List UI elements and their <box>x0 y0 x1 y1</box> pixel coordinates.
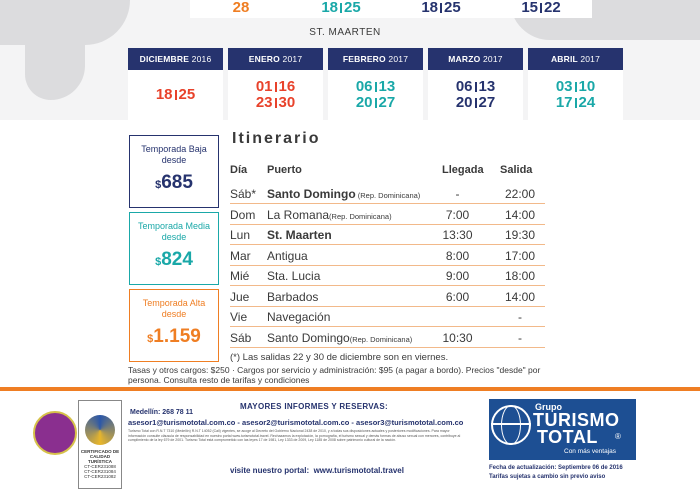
port-name: Antigua <box>267 248 308 263</box>
month-name: ABRIL <box>550 54 578 64</box>
contact-title: MAYORES INFORMES Y RESERVAS: <box>240 402 388 411</box>
month-year: 2017 <box>483 54 503 64</box>
season-price-box <box>129 212 219 285</box>
quality-certificate-logo <box>78 400 122 489</box>
spiral-icon <box>85 415 115 445</box>
departure-day: 24 <box>578 94 596 111</box>
itinerary-row <box>230 265 545 286</box>
date-separator <box>475 82 477 92</box>
season-label <box>130 144 218 166</box>
row-departure: 18:00 <box>504 269 536 283</box>
season-from: desde <box>161 232 187 242</box>
row-arrival: 7:00 <box>445 207 470 222</box>
port-name: La Romana <box>267 207 330 222</box>
colombia-travel-logo <box>33 411 77 455</box>
itinerary-title: Itinerario <box>232 130 321 147</box>
row-port <box>267 208 392 222</box>
departure-day: 06 <box>455 78 473 95</box>
price-value: 1.159 <box>153 326 201 347</box>
update-info <box>489 464 623 482</box>
brand-line-1: TURISMO <box>533 410 620 430</box>
row-port <box>267 331 412 345</box>
date-separator <box>440 3 442 13</box>
row-port <box>267 249 308 263</box>
calendar-dates <box>528 70 623 120</box>
portal-line <box>230 466 404 475</box>
calendar-cell-top <box>190 0 292 18</box>
season-label <box>130 221 218 243</box>
portal-label: visite nuestro portal: <box>230 466 310 475</box>
map-landmass <box>0 0 130 45</box>
date-separator <box>275 82 277 92</box>
departure-day: 23 <box>255 94 273 111</box>
update-line: Fecha de actualización: Septiembre 06 de 2016 <box>489 465 623 471</box>
date-separator <box>275 98 277 108</box>
port-name: Navegación <box>267 310 331 324</box>
row-day: Dom <box>230 207 256 222</box>
departure-day: 18 <box>421 0 438 16</box>
row-day: Mié <box>230 269 250 283</box>
itinerary-row <box>230 204 545 225</box>
season-name: Temporada Alta <box>142 298 206 308</box>
departure-day: 25 <box>344 0 361 16</box>
date-line <box>256 95 295 111</box>
departure-day: 30 <box>278 94 296 111</box>
calendar-dates <box>328 70 423 120</box>
departure-day: 03 <box>555 78 573 95</box>
date-line <box>233 0 250 16</box>
date-line <box>456 95 495 111</box>
turismo-total-logo <box>489 399 636 460</box>
calendar-dates <box>290 0 392 18</box>
calendar-cell-top <box>290 0 392 18</box>
price-value: 685 <box>161 172 193 193</box>
brand-grupo: Grupo <box>535 402 562 412</box>
departure-day: 27 <box>378 94 396 111</box>
port-name: Santo Domingo <box>267 330 350 345</box>
itinerary-row <box>230 286 545 307</box>
date-line <box>356 95 395 111</box>
itinerary-row <box>230 306 545 327</box>
season-price-box <box>129 289 219 362</box>
departure-day: 18 <box>155 86 173 103</box>
brand-tagline: Con más ventajas <box>564 448 617 455</box>
price-value: 824 <box>161 249 193 270</box>
departure-day: 27 <box>478 94 496 111</box>
row-arrival: - <box>455 187 460 201</box>
departure-day: 01 <box>255 78 273 95</box>
month-header <box>528 48 623 70</box>
row-day: Jue <box>230 289 250 304</box>
calendar-dates <box>190 0 292 18</box>
departure-day: 20 <box>455 94 473 111</box>
month-name: FEBRERO <box>342 54 386 64</box>
date-separator <box>575 82 577 92</box>
row-port <box>267 187 420 201</box>
row-day: Sáb* <box>230 187 257 201</box>
certificate-caption: CERTIFICADO DE CALIDAD TURÍSTICA CT-CER231088 CT-CER231084 CT-CER231082 <box>80 449 120 479</box>
row-port <box>267 269 320 283</box>
row-arrival: 6:00 <box>445 289 470 304</box>
row-port <box>267 310 330 324</box>
date-separator <box>540 3 542 13</box>
row-day: Vie <box>230 310 248 324</box>
rates-line: Tarifas sujetas a cambio sin previo aviso <box>489 474 606 480</box>
header-departure: Salida <box>500 164 533 176</box>
row-port <box>267 290 318 304</box>
legal-fine-print: Turismo Total con R.N.T 7310 (Medellín) R.N.T 14052 (Cali) vigentes, se acoge al Decreto del Gobierno Nacional 2438 de 2010, y a todas sus disposiciones actuales y posteriores modificaciones. Para mayor información consulte cláusula de responsabilidad en nuestro portal www.turismototal.travel. Rechazamos la explotación, la pornografía, el turismo sexual y demás formas de abuso sexual con menores, contribuye al cumplimiento de la ley 679 de 2001. Turismo Total está comprometido con las leyes 17 de 1981, Ley 1333 de 2009, Ley 1185 de 2008 sobre patrimonio cultural de la nación. <box>128 429 461 442</box>
row-departure: 17:00 <box>504 248 536 263</box>
row-port <box>267 228 332 242</box>
departure-day: 13 <box>478 78 496 95</box>
departure-day: 28 <box>232 0 250 16</box>
month-year: 2017 <box>388 54 409 64</box>
season-name: Temporada Media <box>137 221 211 231</box>
date-line <box>421 0 460 16</box>
date-separator <box>375 98 377 108</box>
calendar-cell <box>228 48 323 120</box>
departure-day: 16 <box>278 78 296 95</box>
date-line <box>256 79 295 95</box>
contact-emails[interactable]: asesor1@turismototal.com.co - asesor2@turismototal.com.co - asesor3@turismototal.com.co <box>128 418 464 427</box>
itinerary-row <box>230 245 545 266</box>
date-line <box>521 0 560 16</box>
calendar-dates <box>128 70 223 120</box>
calendar-cell <box>328 48 423 120</box>
row-arrival: 10:30 <box>442 330 473 345</box>
departure-day: 22 <box>544 0 561 16</box>
date-separator <box>175 90 177 100</box>
departure-day: 25 <box>444 0 461 16</box>
row-departure: 14:00 <box>504 207 536 222</box>
itinerary-row <box>230 183 545 204</box>
port-country: (Rep. Dominicana) <box>349 334 413 344</box>
row-arrival: 8:00 <box>445 248 470 263</box>
month-header <box>428 48 523 70</box>
date-separator <box>340 3 342 13</box>
row-departure: 22:00 <box>504 187 536 201</box>
date-line <box>356 79 395 95</box>
date-separator <box>475 98 477 108</box>
header-arrival: Llegada <box>442 164 484 176</box>
calendar-dates <box>390 0 492 18</box>
date-separator <box>575 98 577 108</box>
departure-day: 25 <box>178 86 196 103</box>
header-port: Puerto <box>267 164 302 176</box>
port-name: St. Maarten <box>267 228 332 242</box>
month-header <box>128 48 223 70</box>
calendar-cell-top <box>390 0 492 18</box>
port-name: Barbados <box>267 289 319 304</box>
month-name: MARZO <box>448 54 481 64</box>
ship-name: ST. MAARTEN <box>309 27 381 38</box>
row-departure: - <box>518 310 522 324</box>
itinerary-row <box>230 327 545 348</box>
calendar-cell <box>528 48 623 120</box>
departure-day: 15 <box>521 0 538 16</box>
date-separator <box>375 82 377 92</box>
calendar-dates <box>228 70 323 120</box>
month-name: ENERO <box>248 54 280 64</box>
season-price <box>130 172 218 194</box>
calendar-cell <box>428 48 523 120</box>
season-price <box>130 249 218 271</box>
port-country: (Rep. Dominicana) <box>329 211 392 221</box>
season-label <box>130 298 218 320</box>
departure-day: 18 <box>321 0 338 16</box>
currency-symbol: $ <box>147 333 154 345</box>
date-line <box>556 95 595 111</box>
row-departure: - <box>518 330 522 345</box>
season-name: Temporada Baja <box>141 144 207 154</box>
season-price <box>130 326 218 348</box>
departure-day: 20 <box>355 94 373 111</box>
itinerary-row <box>230 224 545 245</box>
contact-phone: Medellín: 268 78 11 <box>130 409 194 416</box>
month-year: 2017 <box>282 54 303 64</box>
date-line <box>556 79 595 95</box>
brand-registered: ® <box>615 432 621 441</box>
header-day: Día <box>230 164 248 176</box>
row-day: Mar <box>230 248 251 263</box>
season-from: desde <box>161 155 187 165</box>
row-departure: 19:30 <box>504 228 536 242</box>
calendar-cell-top <box>490 0 592 18</box>
calendar-dates <box>490 0 592 18</box>
row-arrival: 9:00 <box>445 269 470 283</box>
departure-day: 06 <box>355 78 373 95</box>
row-departure: 14:00 <box>504 289 536 304</box>
currency-symbol: $ <box>155 256 162 268</box>
port-name: Santo Domingo <box>267 187 356 201</box>
departure-day: 17 <box>555 94 573 111</box>
row-day: Sáb <box>230 330 252 345</box>
port-name: Sta. Lucia <box>267 269 321 283</box>
month-year: 2017 <box>580 54 601 64</box>
departure-day: 13 <box>378 78 396 95</box>
globe-icon <box>491 405 531 445</box>
currency-symbol: $ <box>155 179 162 191</box>
row-day: Lun <box>230 228 251 242</box>
season-from: desde <box>161 309 187 319</box>
date-line <box>456 79 495 95</box>
month-year: 2016 <box>191 54 212 64</box>
port-country: (Rep. Dominicana) <box>355 191 421 200</box>
taxes-note: Tasas y otros cargos: $250 · Cargos por servicio y administración: $95 (a pagar a bordo). Precios "desde" por persona. Consulta resto de tarifas y condiciones <box>128 365 541 385</box>
portal-link[interactable]: www.turismototal.travel <box>313 466 404 475</box>
map-landmass <box>25 45 85 100</box>
row-arrival: 13:30 <box>442 228 473 242</box>
footer-divider <box>0 387 700 391</box>
date-line <box>321 0 360 16</box>
season-price-box <box>129 135 219 208</box>
date-line <box>156 87 195 103</box>
month-name: DICIEMBRE <box>139 54 190 64</box>
departure-note: (*) Las salidas 22 y 30 de diciembre son en viernes. <box>230 352 449 363</box>
calendar-cell <box>128 48 223 120</box>
calendar-dates <box>428 70 523 120</box>
brand-line-2: TOTAL <box>537 427 598 447</box>
month-header <box>228 48 323 70</box>
month-header <box>328 48 423 70</box>
departure-day: 10 <box>578 78 596 95</box>
